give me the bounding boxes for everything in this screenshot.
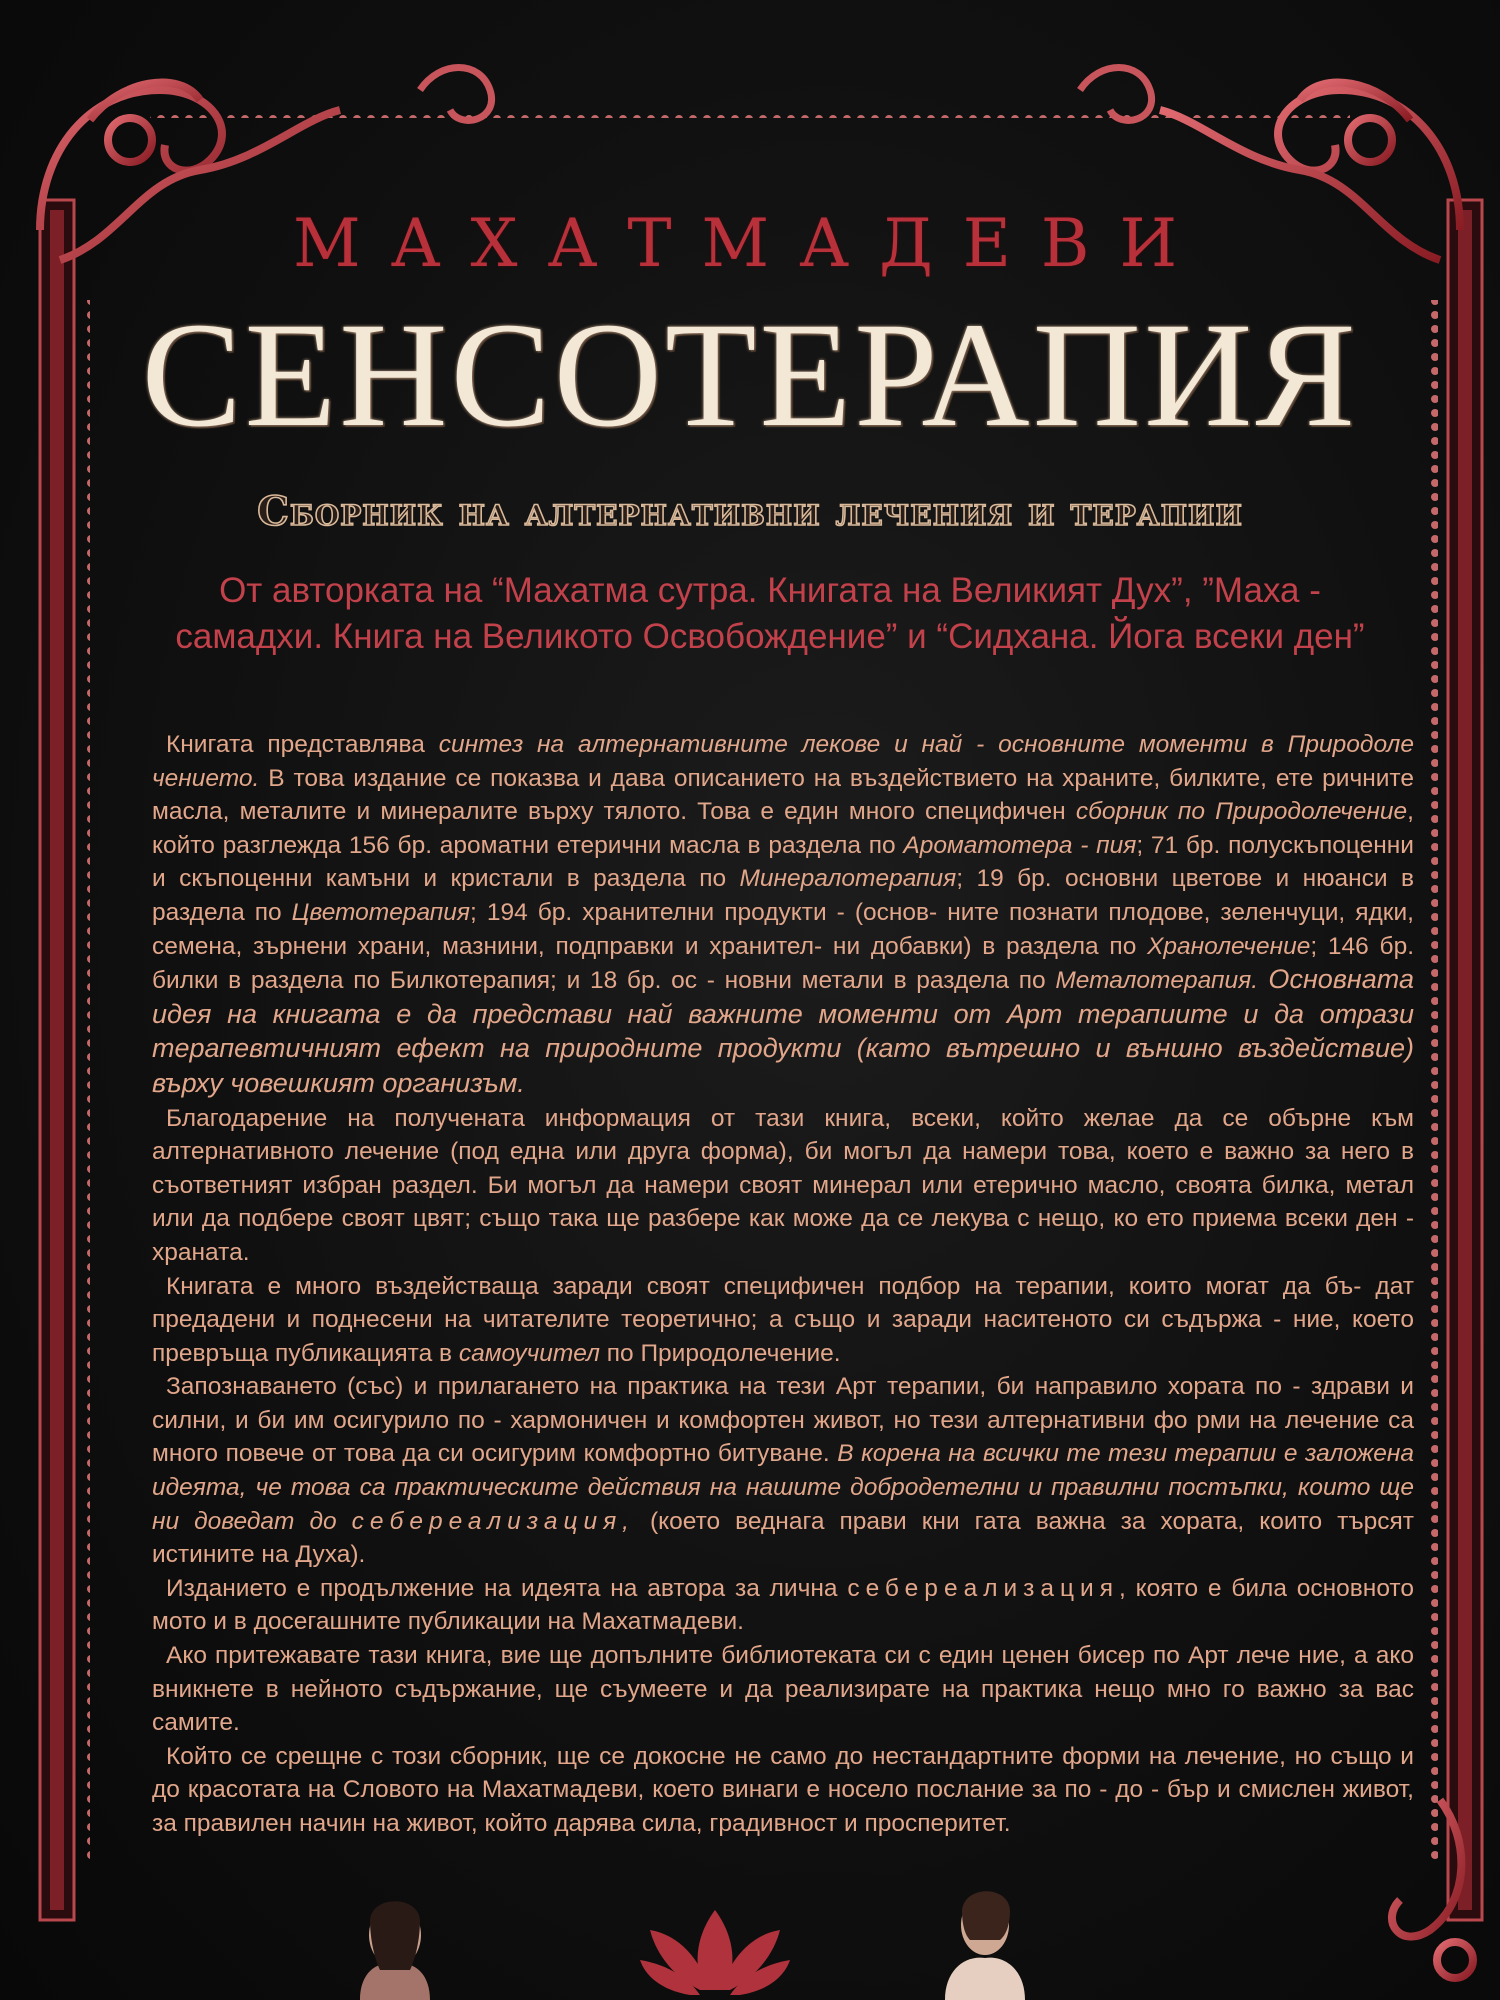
bottom-illustrations — [0, 1880, 1500, 2000]
description-paragraph-4: Запознаването (със) и прилагането на практика на тези Арт терапии, би направило хората по - здрави и силни, и би им осигурило по - хармоничен и комфортен живот, но тези алтернативни фо рми на лечение са много повече от това да си осигурим комфортно битуване. В корена на всички те тези терапии е заложена идеята, че това са практическите действия на нашите добродетелни и правилни постъпки, които ще ни доведат до себереализация, (което веднага прави кни гата важна за хората, които търсят истините на Духа). — [152, 1373, 1414, 1569]
description-paragraph-7: Който се срещне с този сборник, ще се докосне не само до нестандартните форми на лечение, но също и до красотата на Словото на Махатмадеви, което винаги е носело послание за по - до - бър и смислен живот, за правилен начин на живот, който дарява сила, градивност и просперитет. — [152, 1742, 1414, 1837]
left-pillar — [40, 200, 74, 1920]
description-paragraph-1: Книгата представлява синтез на алтернативните лекове и най - основните моменти в Природоле чението. В това издание се показва и дава описанието на въздействието на храните, билките, ете ричните масла, металите и минералите върху тялото. Това е един много специфичен сборник по Природолечение, който разглежда 156 бр. ароматни етерични масла в раздела по Ароматотера - пия; 71 бр. полускъпоценни и скъпоценни камъни и кристали в раздела по Минералотерапия; 19 бр. основни цветове и нюанси в раздела по Цветотерапия; 194 бр. хранителни продукти - (основ- ните познати плодове, зеленчуци, ядки, семена, зърнени храни, мазнини, подправки и хранител- ни добавки) в раздела по Хранолечение; 146 бр. билки в раздела по Билкотерапия; и 18 бр. ос - новни метали в раздела по Металотерапия. Основната идея на книгата е да представи най важните моменти от Арт терапиите и да отрази терапевтичният ефект на природните продукти (като вътрешно и външно въздействие) върху човешкият организъм. — [152, 731, 1414, 1098]
book-description — [152, 728, 1414, 1841]
right-figure-icon — [945, 1891, 1025, 2000]
lotus-icon — [640, 1910, 790, 1995]
description-paragraph-3: Книгата е много въздействаща заради своят специфичен подбор на терапии, които могат да бъ- дат предадени и поднесени на читателите теоретично; а също и заради наситеното си съдържа - ние, което превръща публикацията в самоучител по Природолечение. — [152, 1272, 1414, 1367]
right-pillar — [1448, 200, 1482, 1920]
description-paragraph-5: Изданието е продължение на идеята на автора за лична себереализация, която е била основното мото и в досегашните публикации на Махатмадеви. — [152, 1574, 1414, 1636]
author-name: МАХАТМАДЕВИ — [292, 205, 1207, 282]
book-title: СЕНСОТЕРАПИЯ — [141, 292, 1359, 458]
book-subtitle: Сборник на алтернативни лечения и терапии — [257, 488, 1243, 535]
author-other-works: От авторката на “Махатма сутра. Книгата на Великият Дух”, ”Маха - самадхи. Книга на Великото Освобождение” и “Сидхана. Йога всеки ден” — [175, 571, 1365, 656]
description-paragraph-6: Ако притежавате тази книга, вие ще допълните библиотеката си с един ценен бисер по Арт лече ние, а ако вникнете в нейното съдържание, ще съумеете и да реализирате на практика нещо мно го важно за вас самите. — [152, 1642, 1414, 1737]
left-figure-icon — [360, 1901, 430, 2000]
description-paragraph-2: Благодарение на получената информация от тази книга, всеки, който желае да се обърне към алтернативното лечение (под една или друга форма), би могъл да намери това, което е важно за него в съответният избран раздел. Би могъл да намери своят минерал или етерично масло, своята билка, метал или да подбере своят цвят; също така ще разбере как може да се лекува с нещо, ко ето приема всеки ден - храната. — [152, 1104, 1414, 1266]
